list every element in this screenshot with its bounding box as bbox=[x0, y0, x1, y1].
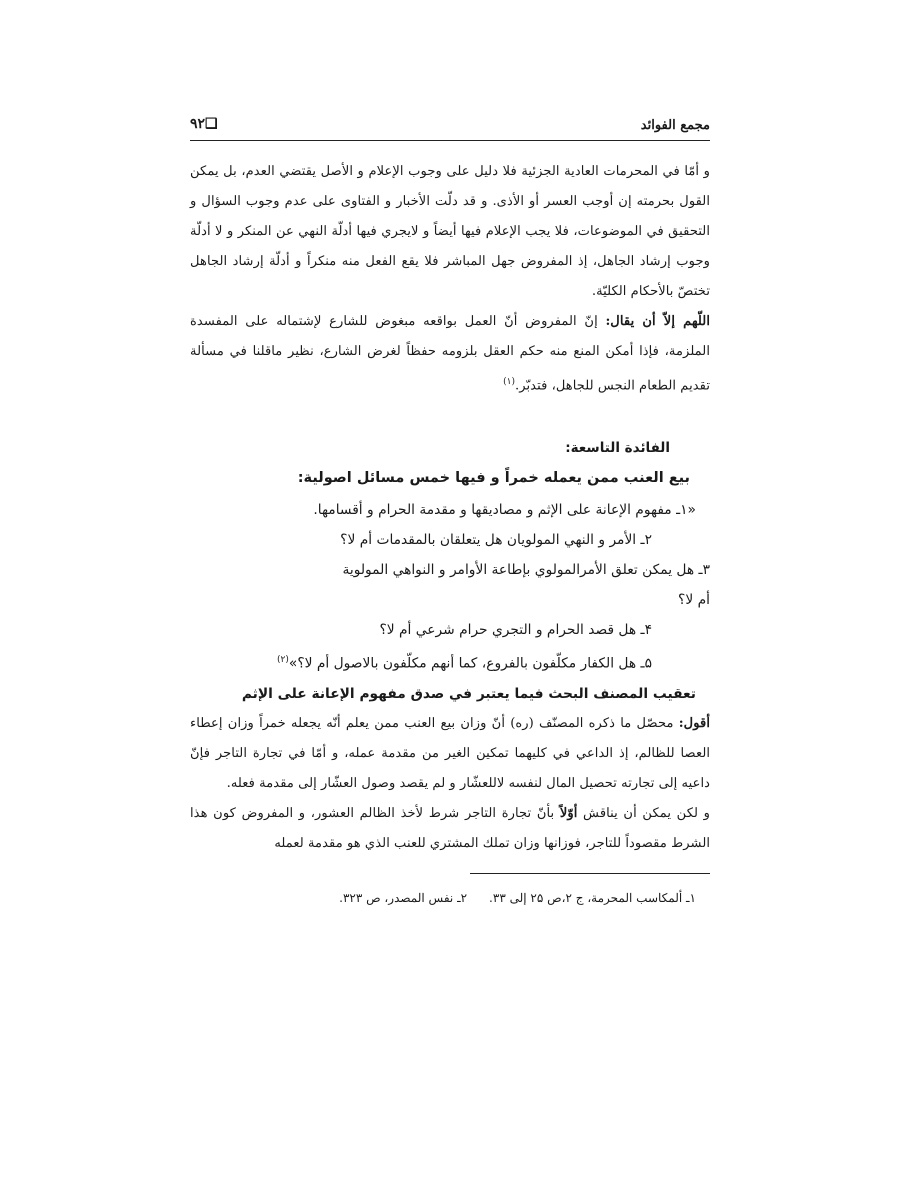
footnote-2: ۲ـ نفس المصدر، ص ۳۲۳. bbox=[339, 890, 468, 905]
main-text bbox=[190, 157, 710, 401]
question-text: ۵ـ هل الكفار مكلّفون بالفروع، كما أنهم مكلّفون بالاصول أم لا؟» bbox=[288, 655, 652, 672]
document-page bbox=[190, 110, 710, 1090]
second-paragraph bbox=[190, 307, 710, 401]
third-paragraph bbox=[190, 709, 710, 799]
footnote-ref: (۲) bbox=[277, 655, 289, 666]
intro-paragraph: و أمّا في المحرمات العادية الجزئية فلا دليل على وجوب الإعلام و الأصل يقتضي العدم، بل يمكن القول بحرمته إن أوجب العسر أو الأذى. و قد دلّت الأخبار و الفتاوى على عدم وجوب السؤال و التحقيق في الموضوعات، فلا يجب الإعلام فيها أيضاً و لايجري فيها أدلّة النهي عن المنكر و لا أدلّة وجوب إرشاد الجاهل، إذ المفروض جهل المباشر فلا يقع الفعل منه منكراً و أدلّة إرشاد الجاهل تختصّ بالأحكام الكليّة. bbox=[190, 164, 710, 299]
list-item: «۱ـ مفهوم الإعانة على الإثم و مصاديقها و مقدمة الحرام و أقسامها. bbox=[313, 502, 696, 519]
list-item bbox=[190, 645, 710, 679]
list-item: ۲ـ الأمر و النهي المولويان هل يتعلقان بالمقدمات أم لا؟ bbox=[340, 532, 652, 549]
paragraph-emphasis: أوّلاً bbox=[559, 805, 578, 821]
questions-list bbox=[190, 495, 710, 679]
footnote-1: ۱ـ ألمكاسب المحرمة، ج ۲،ص ۲۵ إلى ۳۳. bbox=[489, 890, 696, 905]
page-header bbox=[190, 110, 710, 141]
paragraph-text: إنّ المفروض أنّ العمل بواقعه مبغوض للشارع لإشتماله على المفسدة الملزمة، فإذا أمكن المنع منه حكم العقل بلزومه حفظاً لغرض الشارع، نظير ماقلنا في مسألة تقديم الطعام النجس للجاهل، فتدبّر. bbox=[190, 314, 710, 394]
footnote-ref: (۱) bbox=[503, 377, 516, 387]
commentary-text bbox=[190, 709, 710, 859]
footnotes bbox=[190, 888, 710, 908]
section-subtitle: بيع العنب ممن يعمله خمراً و فيها خمس مسائل اصولية: bbox=[297, 470, 690, 487]
fourth-paragraph bbox=[190, 799, 710, 859]
running-title: مجمع الفوائد bbox=[640, 118, 710, 133]
paragraph-text: محصّل ما ذكره المصنّف (ره) أنّ وزان بيع العنب ممن يعلم أنّه يجعله خمراً وزان إعطاء العصا للظالم، إذ الداعي في كليهما تمكين الغير من مقدمة عمله، و أمّا في تجارة التاجر فإنّ داعيه إلى تجارته تحصيل المال لنفسه لاللعشّار و لم يقصد وصول العشّار إلى مقدمة فعله. bbox=[190, 715, 710, 791]
paragraph-text: و لكن يمكن أن يناقش bbox=[577, 805, 710, 821]
paragraph-lead: أقول: bbox=[678, 715, 710, 731]
list-item: ۳ـ هل يمكن تعلق الأمرالمولوي بإطاعة الأوامر و النواهي المولوية bbox=[342, 562, 710, 579]
section-title: الفائدة التاسعة: bbox=[565, 440, 670, 457]
footnote-separator bbox=[470, 873, 710, 874]
list-item: أم لا؟ bbox=[678, 592, 710, 609]
paragraph-text: بأنّ تجارة التاجر شرط لأخذ الظالم العشور، و المفروض كون هذا الشرط مقصوداً للتاجر، فوزانها وزان تملك المشتري للعنب الذي هو مقدمة لعمله bbox=[190, 805, 710, 851]
comment-heading: تعقيب المصنف البحث فيما يعتبر في صدق مفهوم الإعانة على الإثم bbox=[241, 685, 696, 702]
paragraph-lead: اللّهم إلاّ أن يقال: bbox=[605, 314, 710, 329]
list-item: ۴ـ هل قصد الحرام و التجري حرام شرعي أم لا؟ bbox=[379, 622, 652, 639]
page-number: ❑۹۲ bbox=[190, 116, 218, 132]
